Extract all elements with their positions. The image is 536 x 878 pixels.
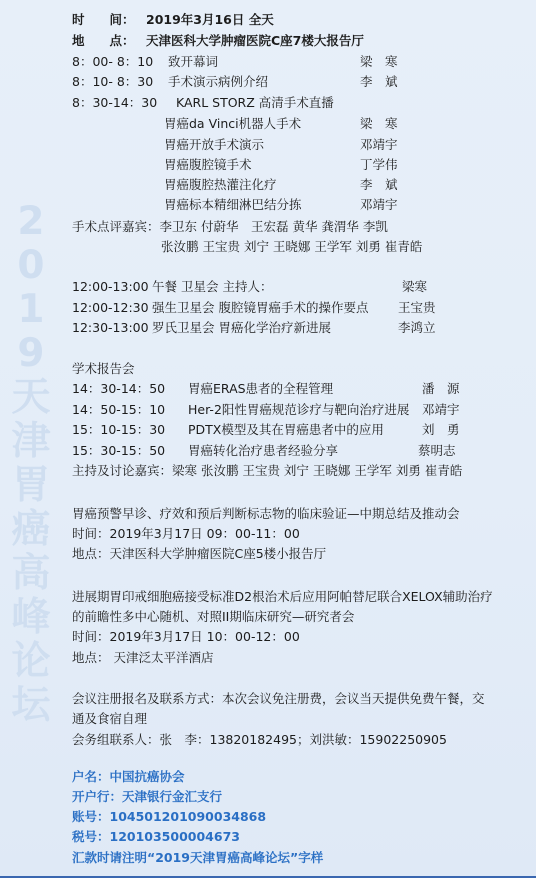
meeting2-place: 地点：天津医科大学肿瘤医院C座5楼小报告厅 [72,546,327,561]
time-label: 时 间： [72,12,135,27]
account-note: 汇款时请注明“2019天津胃癌高峰论坛”字样 [72,850,324,865]
title-char: 9 [17,331,45,376]
title-char: 天 [11,375,51,420]
meeting3-title: 进展期胃印戒细胞癌接受标准D2根治术后应用阿帕替尼联合XELOX辅助治疗 [72,589,493,604]
lunch-topic: 午餐 卫星会 主持人： [152,279,273,294]
academic-row [72,443,492,459]
reviewers-line: 手术点评嘉宾：李卫东 付蔚华 王宏磊 黄华 龚渭华 李凯 [72,219,388,234]
schedule-topic: KARL STORZ 高清手术直播 [176,95,334,110]
schedule-row [72,54,492,70]
surgery-row [164,137,464,153]
surgery-topic: 胃癌腹腔热灌注化疗 [164,177,277,192]
title-char: 2 [17,199,45,244]
lunch-person: 梁寒 [402,279,428,294]
title-char: 峰 [11,595,51,640]
lunch-time: 12:30-13:00 [72,320,149,335]
meeting3-time: 时间：2019年3月17日 10：00-12：00 [72,629,300,644]
lunch-time: 12:00-12:30 [72,300,149,315]
meeting2-title: 胃癌预警早诊、疗效和预后判断标志物的临床验证—中期总结及推动会 [72,506,460,521]
academic-time: 14：50-15：10 [72,402,166,417]
title-char: 论 [11,639,51,684]
surgery-row [164,177,464,193]
academic-person: 邓靖宇 [422,402,460,417]
lunch-topic: 罗氏卫星会 胃癌化学治疗新进展 [152,320,331,335]
surgery-topic: 胃癌da Vinci机器人手术 [164,116,302,131]
academic-row [72,422,492,438]
schedule-row [72,95,492,111]
title-char: 津 [11,419,51,464]
reviewers-line: 张汝鹏 王宝贵 刘宁 王晓娜 王学军 刘勇 崔青皓 [161,239,423,254]
meeting2-time: 时间：2019年3月17日 09：00-11：00 [72,526,300,541]
academic-topic: PDTX模型及其在胃癌患者中的应用 [188,422,384,437]
schedule-person: 李 斌 [360,74,398,89]
surgery-row [164,197,464,213]
lunch-row [72,279,492,295]
academic-title: 学术报告会 [72,361,135,376]
academic-row [72,381,492,397]
lunch-time: 12:00-13:00 [72,279,149,294]
schedule-topic: 手术演示病例介绍 [168,74,269,89]
academic-topic: Her-2阳性胃癌规范诊疗与靶向治疗进展 [188,402,410,417]
surgery-person: 邓靖宇 [360,197,398,212]
schedule-person: 梁 寒 [360,54,398,69]
academic-time: 15：30-15：50 [72,443,166,458]
lunch-person: 王宝贵 [398,300,436,315]
registration-info: 会议注册报名及联系方式：本次会议免注册费，会议当天提供免费午餐，交 [72,691,485,706]
title-char: 坛 [11,683,51,728]
schedule-row [72,74,492,90]
academic-person: 潘 源 [422,381,460,396]
academic-time: 15：10-15：30 [72,422,166,437]
lunch-row [72,300,492,316]
surgery-person: 邓靖宇 [360,137,398,152]
academic-hosts: 主持及讨论嘉宾：梁寒 张汝鹏 王宝贵 刘宁 王晓娜 王学军 刘勇 崔青皓 [72,463,463,478]
lunch-person: 李鸿立 [398,320,436,335]
account-number: 账号：104501201090034868 [72,809,267,824]
account-name: 户名：中国抗癌协会 [72,769,185,784]
place-label: 地 点： [72,33,135,48]
title-char: 1 [17,287,45,332]
vertical-forum-title [8,200,54,728]
surgery-topic: 胃癌标本精细淋巴结分拣 [164,197,302,212]
schedule-topic: 致开幕词 [168,54,219,69]
lunch-row [72,320,492,336]
schedule-time: 8：00- 8：10 [72,54,154,69]
surgery-person: 丁学伟 [360,157,398,172]
account-tax: 税号：120103500004673 [72,829,240,844]
schedule-time: 8：30-14：30 [72,95,158,110]
academic-topic: 胃癌ERAS患者的全程管理 [188,381,334,396]
registration-info: 通及食宿自理 [72,711,148,726]
surgery-person: 梁 寒 [360,116,398,131]
title-char: 高 [11,551,51,596]
schedule-time: 8：10- 8：30 [72,74,154,89]
title-char: 0 [17,243,45,288]
surgery-topic: 胃癌腹腔镜手术 [164,157,252,172]
academic-person: 刘 勇 [422,422,460,437]
title-char: 癌 [11,507,51,552]
academic-row [72,402,492,418]
academic-time: 14：30-14：50 [72,381,166,396]
account-bank: 开户行：天津银行金汇支行 [72,789,223,804]
place-value: 天津医科大学肿瘤医院C座7楼大报告厅 [146,33,364,48]
surgery-person: 李 斌 [360,177,398,192]
academic-person: 蔡明志 [418,443,456,458]
surgery-topic: 胃癌开放手术演示 [164,137,265,152]
academic-topic: 胃癌转化治疗患者经验分享 [188,443,339,458]
time-value: 2019年3月16日 全天 [146,12,274,27]
meeting3-title: 的前瞻性多中心随机、对照II期临床研究—研究者会 [72,609,355,624]
meeting3-place: 地点： 天津泛太平洋酒店 [72,650,214,665]
registration-contact: 会务组联系人：张 李：13820182495；刘洪敏：15902250905 [72,732,447,747]
surgery-row [164,157,464,173]
lunch-topic: 强生卫星会 腹腔镜胃癌手术的操作要点 [152,300,369,315]
title-char: 胃 [11,463,51,508]
surgery-row [164,116,464,132]
